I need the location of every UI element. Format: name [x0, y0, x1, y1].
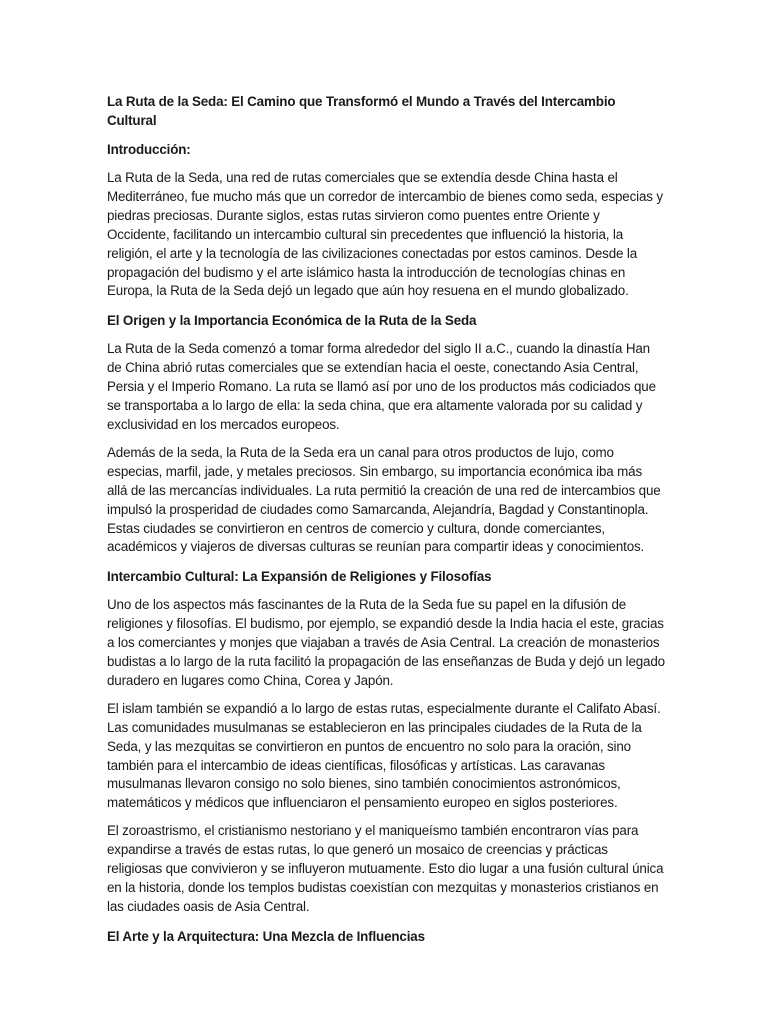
section-heading: El Arte y la Arquitectura: Una Mezcla de Influencias — [107, 928, 425, 944]
paragraph: Además de la seda, la Ruta de la Seda era un canal para otros productos de lujo, como especias, marfil, jade, y metales preciosos. Sin embargo, su importancia económica iba más allá de las mercancías individuales. La ruta permitió la creación de una red de intercambios que impulsó la prosperidad de ciudades como Samarcanda, Alejandría, Bagdad y Constantinopla. Estas ciudades se convirtieron en centros de comercio y cultura, donde comerciantes, académicos y viajeros de diversas culturas se reunían para compartir ideas y conocimientos. — [107, 444, 661, 555]
section-introduccion — [107, 140, 665, 301]
paragraph: El zoroastrismo, el cristianismo nestoriano y el maniqueísmo también encontraron vías para expandirse a través de estas rutas, lo que generó un mosaico de creencias y prácticas religiosas que convivieron y se influyeron mutuamente. Esto dio lugar a una fusión cultural única en la historia, donde los templos budistas coexistían con mezquitas y monasterios cristianos en las ciudades oasis de Asia Central. — [107, 823, 664, 914]
section-heading: Intercambio Cultural: La Expansión de Religiones y Filosofías — [107, 569, 492, 585]
section-arte-arquitectura — [107, 927, 665, 946]
section-intercambio-cultural — [107, 567, 665, 917]
section-heading: El Origen y la Importancia Económica de la Ruta de la Seda — [107, 313, 477, 329]
paragraph: La Ruta de la Seda comenzó a tomar forma alrededor del siglo II a.C., cuando la dinastía Han de China abrió rutas comerciales que se extendían hacia el oeste, conectando Asia Central, Persia y el Imperio Romano. La ruta se llamó así por uno de los productos más codiciados que se transportaba a lo largo de ella: la seda china, que era altamente valorada por su calidad y exclusividad en los mercados europeos. — [107, 341, 656, 432]
paragraph: El islam también se expandió a lo largo de estas rutas, especialmente durante el Califato Abasí. Las comunidades musulmanas se establecieron en las principales ciudades de la Ruta de la Seda, y las mezquitas se convirtieron en puntos de encuentro no solo para la oración, sino también para el intercambio de ideas científicas, filosóficas y artísticas. Las caravanas musulmanas llevaron consigo no solo bienes, sino también conocimientos astronómicos, matemáticos y médicos que influenciaron el pensamiento europeo en siglos posteriores. — [107, 700, 661, 811]
document-title: La Ruta de la Seda: El Camino que Transformó el Mundo a Través del Intercambio Cultural — [107, 94, 616, 128]
section-heading: Introducción: — [107, 142, 191, 157]
document-body — [107, 88, 665, 956]
paragraph: La Ruta de la Seda, una red de rutas comerciales que se extendía desde China hasta el Mediterráneo, fue mucho más que un corredor de intercambio de bienes como seda, especias y piedras preciosas. Durante siglos, estas rutas sirvieron como puentes entre Oriente y Occidente, facilitando un intercambio cultural sin precedentes que influenció la historia, la religión, el arte y la tecnología de las civilizaciones conectadas por estos caminos. Desde la propagación del budismo y el arte islámico hasta la introducción de tecnologías chinas en Europa, la Ruta de la Seda dejó un legado que aún hoy resuena en el mundo globalizado. — [107, 170, 663, 299]
paragraph: Uno de los aspectos más fascinantes de la Ruta de la Seda fue su papel en la difusión de religiones y filosofías. El budismo, por ejemplo, se expandió desde la India hacia el este, gracias a los comerciantes y monjes que viajaban a través de Asia Central. La creación de monasterios budistas a lo largo de la ruta facilitó la propagación de las enseñanzas de Buda y dejó un legado duradero en lugares como China, Corea y Japón. — [107, 597, 665, 688]
section-origen — [107, 311, 665, 557]
